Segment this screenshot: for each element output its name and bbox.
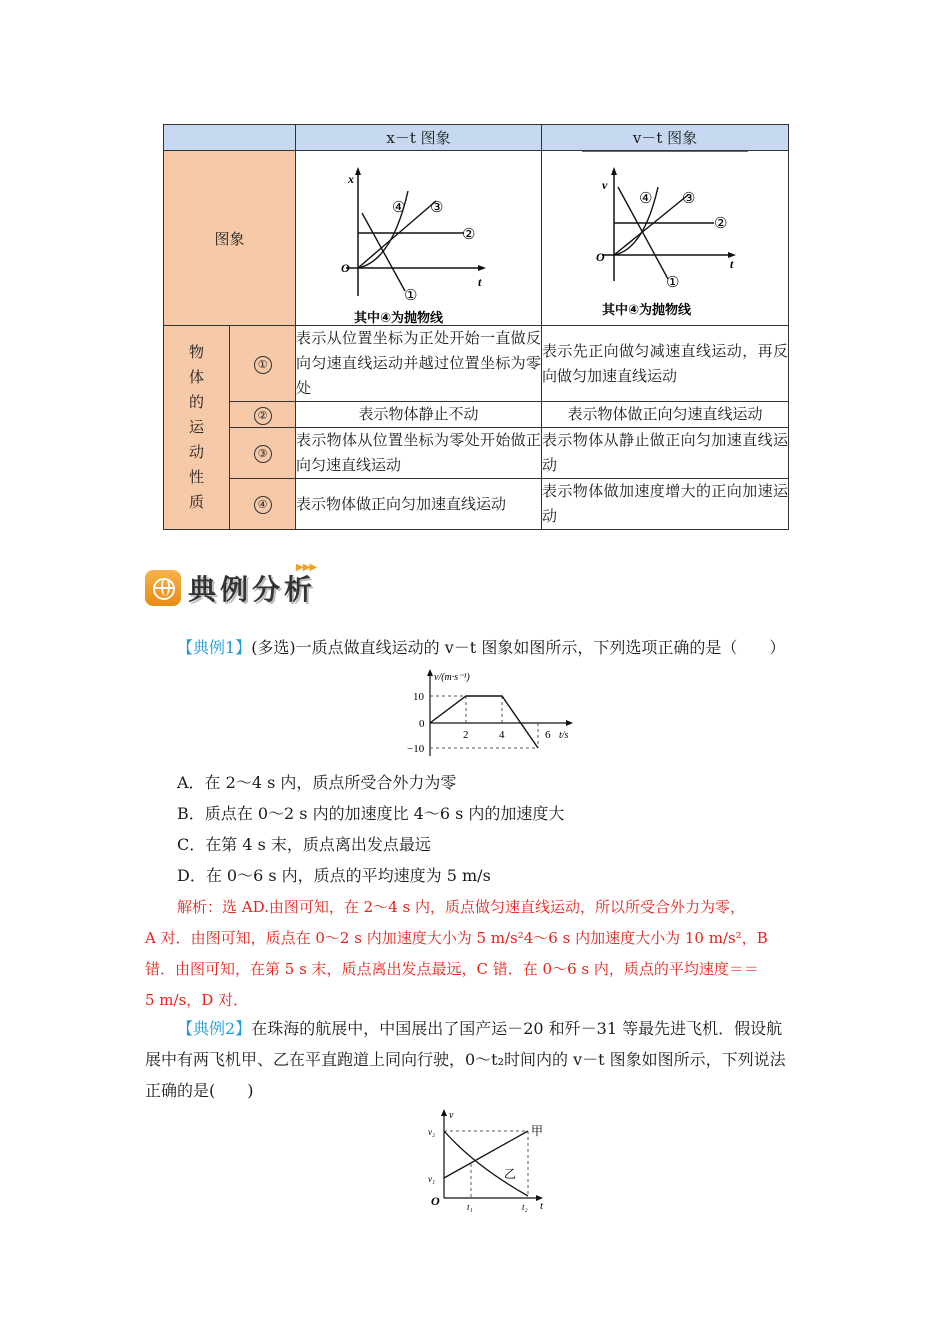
header-xt: x－t 图象: [296, 125, 542, 151]
vt-mark-4: ④: [639, 189, 653, 207]
ex1-x4: 4: [499, 729, 505, 741]
row3-xt: 表示物体从位置坐标为零处开始做正向匀速直线运动: [296, 428, 542, 479]
ex2-yi: 乙: [504, 1167, 517, 1181]
xt-graph: [296, 151, 540, 325]
row-num: ②: [230, 402, 296, 428]
ex2-axis-t: t: [540, 1200, 544, 1212]
ex2-t1: t₁: [467, 1202, 473, 1212]
row3-vt: 表示物体从静止做正向匀加速直线运动: [542, 428, 789, 479]
ex2-graph: [420, 1106, 560, 1212]
ex1-x6: 6: [545, 729, 551, 741]
vt-mark-1: ①: [666, 273, 680, 291]
ex1-ylabel: v/(m·s⁻¹): [434, 672, 470, 683]
comparison-table: [163, 124, 789, 530]
ex1-option-c: C．在第 4 s 末，质点离出发点最远: [177, 835, 431, 854]
row2-vt: 表示物体做正向匀速直线运动: [542, 402, 789, 428]
ex2-curve-yi: [444, 1131, 528, 1196]
row4-vt: 表示物体做加速度增大的正向加速运动: [542, 479, 789, 530]
arrow-dots-icon: ▶▶▶: [296, 562, 317, 573]
xt-mark-3: ③: [430, 198, 444, 216]
globe-icon: [145, 570, 181, 606]
ex1-x2: 2: [463, 729, 469, 741]
xt-mark-4: ④: [392, 198, 406, 216]
ex1-answer: 解析：选 AD.由图可知，在 2～4 s 内，质点做匀速直线运动，所以所受合外力为零， A 对．由图可知，质点在 0～2 s 内加速度大小为 5 m/s²4～6 s 内加速度大小为 10 m/s²，B 错．由图可知，在第 5 s 末，质点离出发点最远，C 错．在 0～6 s 内，质点的平均速度＝＝ 5 m/s，D 对．: [145, 898, 768, 1009]
row-num: ③: [230, 428, 296, 479]
vt-axis-t: t: [730, 257, 734, 271]
ex1-option-d: D．在 0～6 s 内，质点的平均速度为 5 m/s: [177, 866, 491, 885]
xt-graph-cell: [296, 151, 542, 326]
xt-axis-t: t: [478, 275, 482, 289]
row-num: ①: [230, 326, 296, 402]
ex1-xlabel: t/s: [559, 730, 569, 741]
ex1-ybot: −10: [407, 743, 425, 755]
vt-axis-v: v: [602, 178, 608, 192]
ex2-t2: t₂: [522, 1202, 528, 1212]
ex2-v1: v₁: [428, 1174, 436, 1184]
ex2-jia: 甲: [531, 1124, 544, 1138]
row1-vt: 表示先正向做匀减速直线运动，再反向做匀加速直线运动: [542, 326, 789, 402]
ex2-v2: v₂: [428, 1127, 436, 1137]
ex1-line: [430, 696, 538, 748]
ex2-origin: O: [431, 1194, 440, 1208]
ex1-graph: [400, 664, 590, 762]
ex1-yzero: 0: [419, 718, 425, 730]
xt-origin: O: [341, 261, 350, 275]
xt-axis-x: x: [348, 172, 354, 186]
ex2-axis-v: v: [449, 1110, 454, 1121]
ex1-ytop: 10: [413, 691, 424, 703]
section-title: 典例分析: [188, 573, 317, 606]
vt-mark-2: ②: [714, 214, 728, 232]
row4-xt: 表示物体做正向匀加速直线运动: [296, 479, 542, 530]
ex1-option-b: B．质点在 0～2 s 内的加速度比 4～6 s 内的加速度大: [177, 804, 565, 823]
ex1-label: 【典例1】: [177, 638, 252, 657]
graph-row-label: 图象: [164, 151, 296, 326]
ex2-label: 【典例2】: [177, 1019, 252, 1038]
vt-origin: O: [596, 250, 605, 264]
xt-caption: 其中④为抛物线: [354, 311, 444, 325]
vt-mark-3: ③: [682, 189, 696, 207]
vt-graph: [542, 151, 787, 325]
ex1-option-a: A．在 2～4 s 内，质点所受合外力为零: [177, 773, 457, 792]
row-num: ④: [230, 479, 296, 530]
xt-mark-2: ②: [462, 225, 476, 243]
motion-label: 物 体 的 运 动 性 质: [164, 326, 230, 530]
xt-mark-1: ①: [404, 286, 418, 304]
vt-caption: 其中④为抛物线: [602, 303, 692, 318]
row2-xt: 表示物体静止不动: [296, 402, 542, 428]
header-vt: v－t 图象: [542, 125, 789, 151]
ex1-question: 【典例1】(多选)一质点做直线运动的 v－t 图象如图所示，下列选项正确的是（ ）: [177, 638, 786, 657]
ex2-question: 【典例2】在珠海的航展中，中国展出了国产运－20 和歼－31 等最先进飞机．假设航 展中有两飞机甲、乙在平直跑道上同向行驶，0～t₂时间内的 v－t 图象如图所示，下列说法 正确的是( ): [145, 1019, 786, 1100]
row1-xt: 表示从位置坐标为正处开始一直做反向匀速直线运动并越过位置坐标为零处: [296, 326, 542, 402]
vt-graph-cell: [542, 151, 789, 326]
header-blank: [164, 125, 296, 151]
